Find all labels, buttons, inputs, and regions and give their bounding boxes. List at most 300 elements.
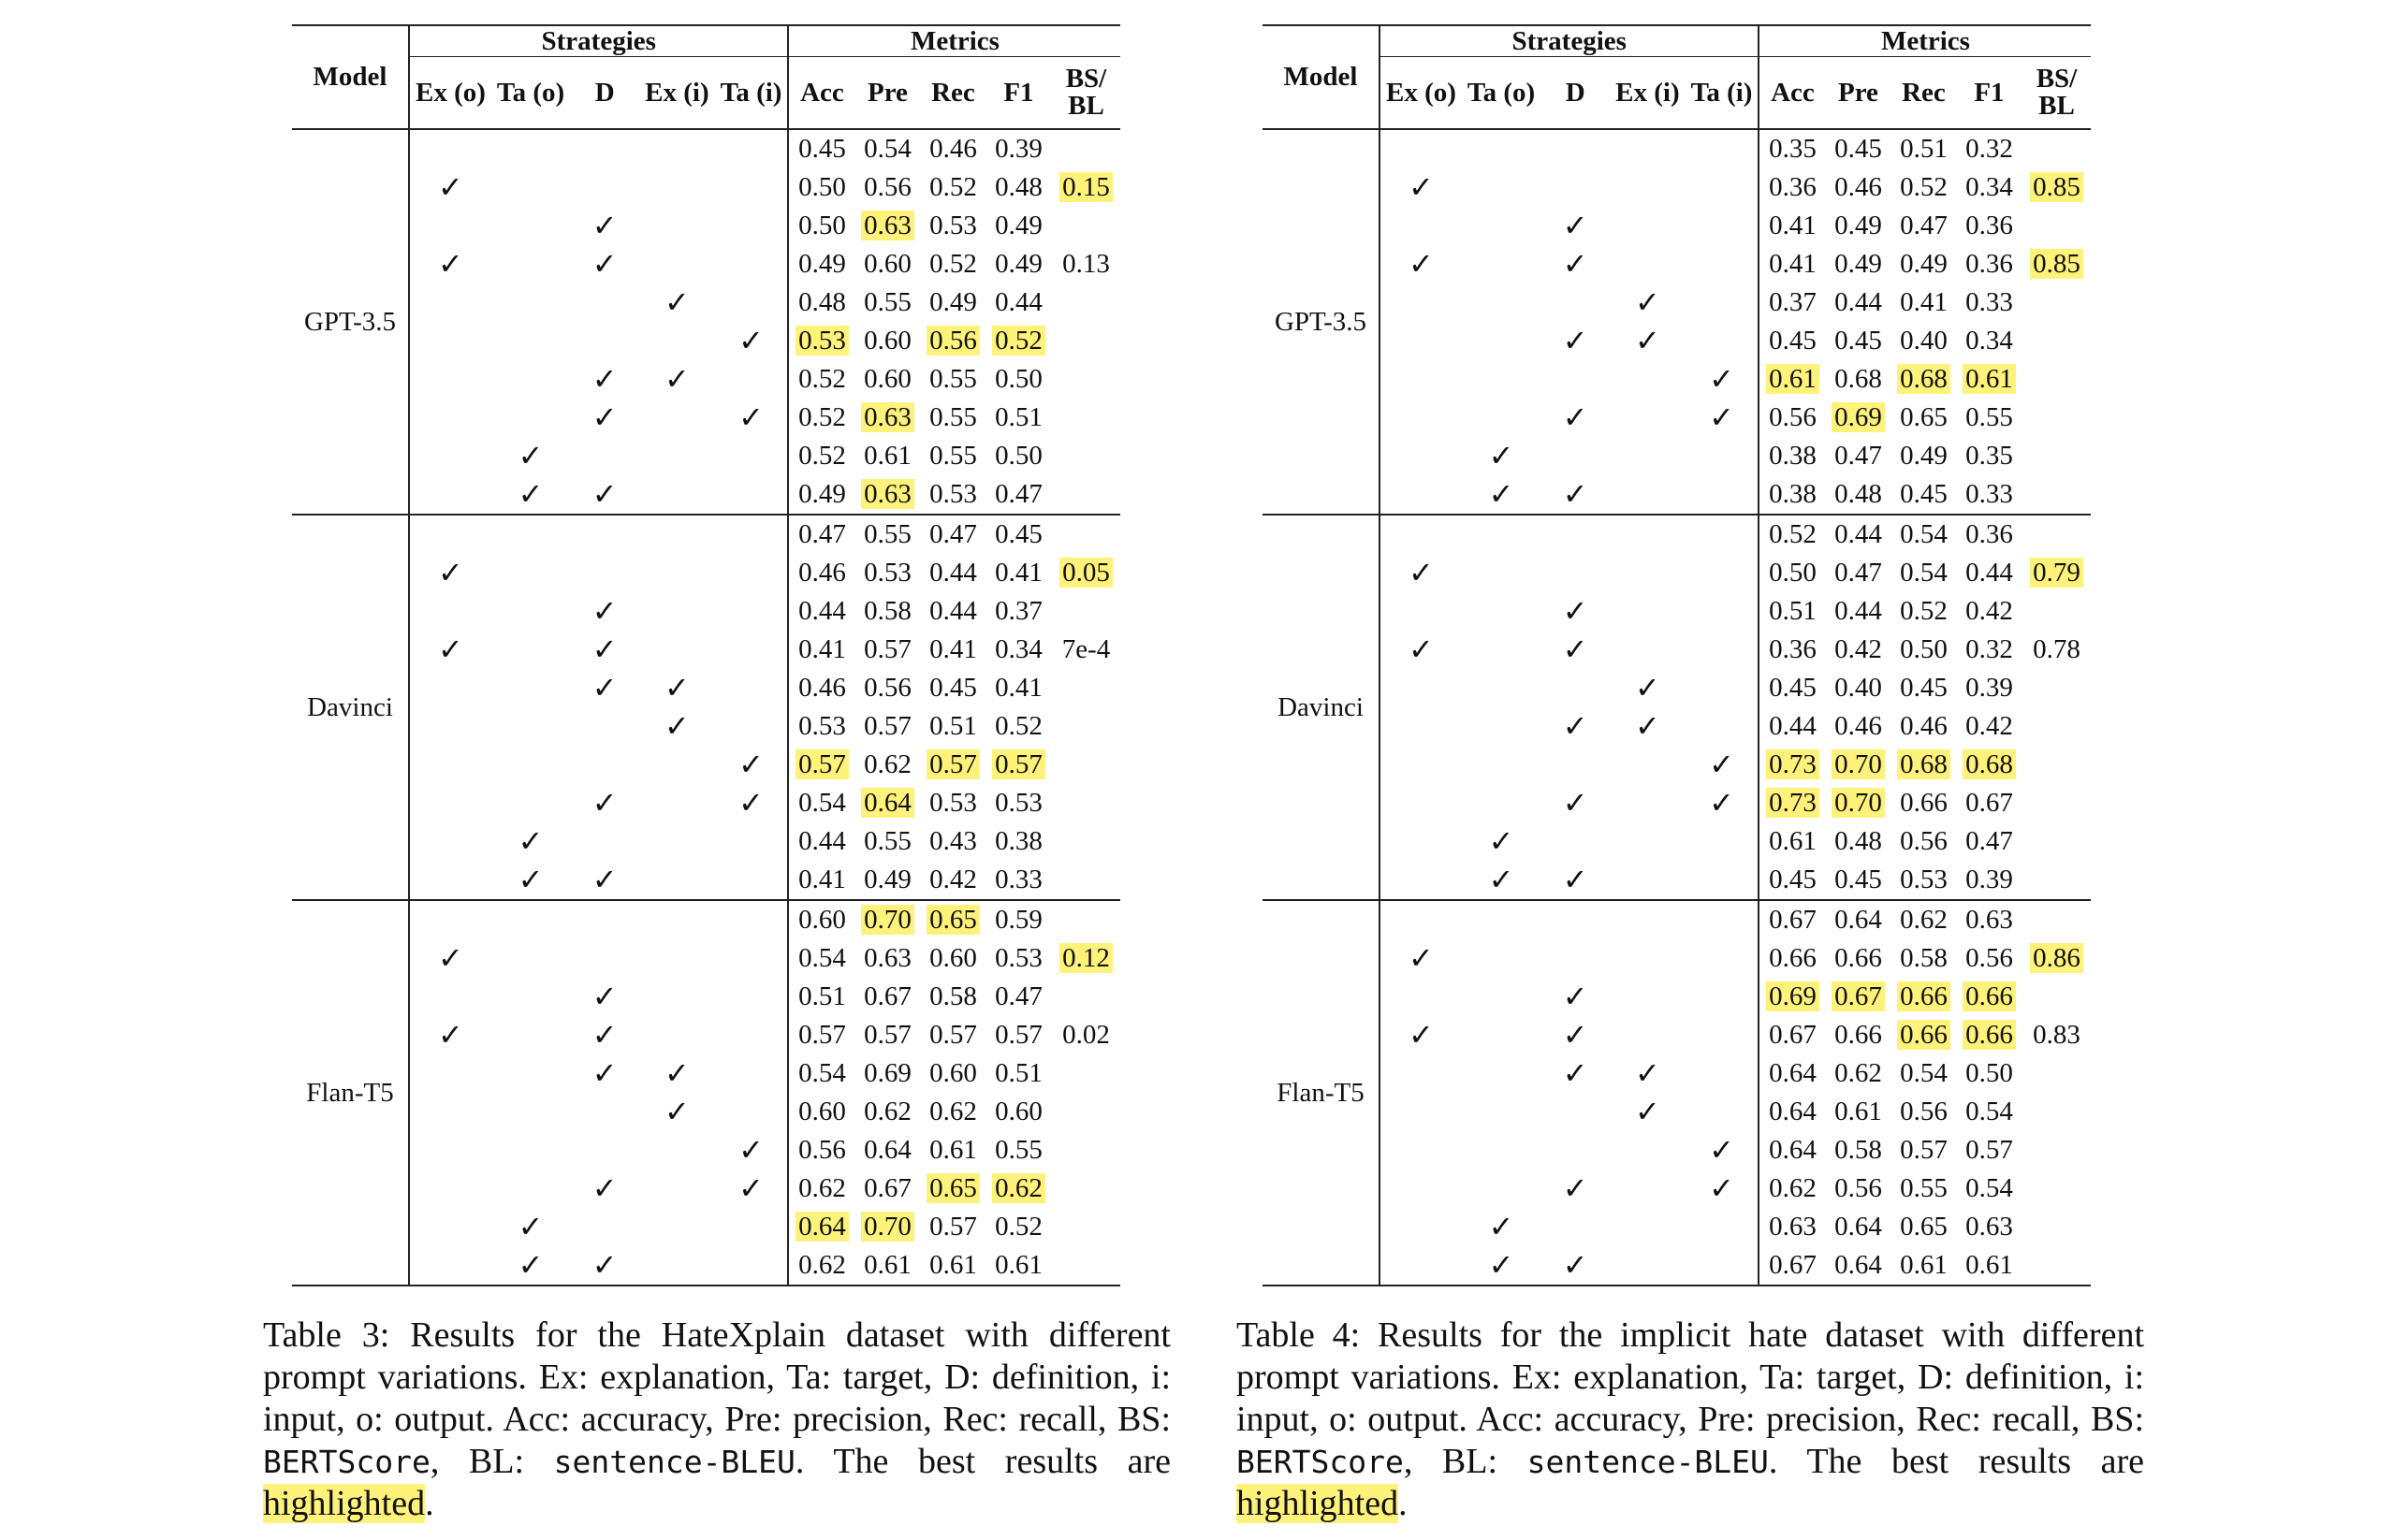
check-icon: ✓ xyxy=(1488,476,1514,512)
metric-cell xyxy=(1956,631,2022,669)
column-header-row xyxy=(1263,57,2091,130)
bs-bl-cell xyxy=(1051,437,1120,475)
metric-cell xyxy=(1825,631,1890,669)
strategy-cell xyxy=(1610,515,1685,554)
metric-column-header: F1 xyxy=(1974,77,2005,108)
metric-cell xyxy=(788,1054,854,1093)
metric-cell xyxy=(985,554,1051,592)
strategy-cell xyxy=(639,207,714,245)
metric-value: 0.62 xyxy=(864,1097,912,1126)
strategy-cell xyxy=(409,207,491,245)
metric-cell xyxy=(788,322,854,360)
strategy-cell xyxy=(409,669,491,707)
strategy-cell xyxy=(1540,1208,1610,1246)
strategy-cell xyxy=(1540,822,1610,861)
check-icon: ✓ xyxy=(664,1094,690,1129)
metric-value: 0.54 xyxy=(864,134,912,164)
bs-bl-cell xyxy=(1051,399,1120,437)
metric-cell xyxy=(985,1093,1051,1131)
check-icon: ✓ xyxy=(1409,246,1434,282)
metric-cell xyxy=(1956,1170,2022,1208)
metric-cell xyxy=(788,554,854,592)
table-row xyxy=(292,399,1120,437)
table-row xyxy=(292,1093,1120,1131)
table-row xyxy=(1263,900,2091,939)
table-row xyxy=(1263,822,2091,861)
strategy-cell xyxy=(639,631,714,669)
strategy-cell xyxy=(491,822,570,861)
strategy-cell xyxy=(1686,861,1759,900)
metric-value: 0.47 xyxy=(1834,441,1882,471)
bs-bl-cell xyxy=(2022,592,2091,631)
bs-bl-value: 7e-4 xyxy=(1061,634,1111,664)
table-row xyxy=(292,1246,1120,1286)
metric-cell xyxy=(985,746,1051,784)
check-icon: ✓ xyxy=(1488,438,1514,473)
metric-value: 0.58 xyxy=(1900,943,1948,973)
metric-cell xyxy=(788,822,854,861)
strategy-cell xyxy=(1379,322,1462,360)
strategy-cell xyxy=(1540,669,1610,707)
metric-cell xyxy=(1759,554,1825,592)
metric-value: 0.34 xyxy=(1965,326,2013,356)
metric-value: 0.61 xyxy=(1769,826,1817,856)
bs-bl-cell xyxy=(2022,822,2091,861)
metric-cell xyxy=(1956,554,2022,592)
strategy-cell xyxy=(639,515,714,554)
caption-text: . The best results are xyxy=(1768,1442,2144,1481)
bs-bl-cell xyxy=(2022,475,2091,515)
metric-cell xyxy=(1956,515,2022,554)
metric-value: 0.36 xyxy=(1769,172,1817,202)
results-table xyxy=(292,24,1120,1286)
metric-value: 0.63 xyxy=(1965,905,2013,935)
metric-cell xyxy=(920,399,985,437)
metric-cell xyxy=(1890,746,1956,784)
metric-value: 0.68 xyxy=(1834,364,1882,394)
metric-value: 0.47 xyxy=(1965,826,2013,856)
metric-value: 0.41 xyxy=(995,673,1043,703)
table-row xyxy=(292,1131,1120,1170)
metrics-header: Metrics xyxy=(1759,25,2091,57)
strategy-cell xyxy=(570,1246,639,1286)
caption-text: . The best results are xyxy=(795,1442,1171,1481)
strategy-cell xyxy=(1610,784,1685,822)
strategy-cell xyxy=(639,437,714,475)
strategy-cell xyxy=(1610,1170,1685,1208)
metric-cell xyxy=(1759,1054,1825,1093)
strategy-cell xyxy=(491,554,570,592)
metric-cell xyxy=(920,669,985,707)
strategy-cell xyxy=(1462,1246,1540,1286)
metric-cell xyxy=(1956,1093,2022,1131)
check-icon: ✓ xyxy=(1488,862,1514,897)
metric-value: 0.55 xyxy=(1900,1173,1948,1203)
check-icon: ✓ xyxy=(438,940,463,976)
metric-cell xyxy=(985,1208,1051,1246)
caption-text: , BL: xyxy=(1403,1442,1527,1481)
bs-bl-cell xyxy=(2022,207,2091,245)
strategy-cell xyxy=(1540,1016,1610,1054)
strategy-cell xyxy=(409,515,491,554)
strategy-cell xyxy=(1462,746,1540,784)
metric-value: 0.60 xyxy=(864,364,912,394)
table-row xyxy=(1263,129,2091,168)
metric-value: 0.57 xyxy=(1965,1135,2013,1165)
metric-cell xyxy=(985,515,1051,554)
strategy-cell xyxy=(570,861,639,900)
metric-cell xyxy=(854,939,920,978)
metric-cell xyxy=(920,437,985,475)
metric-cell xyxy=(1759,322,1825,360)
strategy-cell xyxy=(491,437,570,475)
strategy-cell xyxy=(409,1246,491,1286)
metric-value: 0.60 xyxy=(798,1097,846,1126)
metric-cell xyxy=(1956,784,2022,822)
metric-cell xyxy=(788,978,854,1016)
metric-value: 0.40 xyxy=(1900,326,1948,356)
metric-cell xyxy=(854,475,920,515)
metric-cell xyxy=(1759,399,1825,437)
strategy-cell xyxy=(1462,631,1540,669)
metric-cell xyxy=(920,631,985,669)
metric-cell xyxy=(854,592,920,631)
strategy-cell xyxy=(409,1170,491,1208)
strategy-cell xyxy=(1610,1016,1685,1054)
metric-cell xyxy=(985,360,1051,399)
table-row xyxy=(292,475,1120,515)
metric-value: 0.46 xyxy=(1900,711,1948,741)
strategy-cell xyxy=(1462,1170,1540,1208)
bs-bl-value: 0.02 xyxy=(1062,1020,1110,1050)
metric-value: 0.47 xyxy=(798,519,846,549)
metric-value: 0.57 xyxy=(864,634,912,664)
check-icon: ✓ xyxy=(1709,747,1734,782)
metric-cell xyxy=(854,1054,920,1093)
metric-value: 0.60 xyxy=(929,943,977,973)
check-icon: ✓ xyxy=(1709,361,1734,397)
metric-value: 0.50 xyxy=(995,441,1043,471)
table-row xyxy=(1263,283,2091,322)
highlighted-value: 0.67 xyxy=(1832,981,1885,1011)
strategy-cell xyxy=(1610,360,1685,399)
strategy-cell xyxy=(1540,360,1610,399)
metric-value: 0.39 xyxy=(1965,864,2013,894)
check-icon: ✓ xyxy=(1488,823,1514,859)
metric-cell xyxy=(985,822,1051,861)
highlighted-value: 0.68 xyxy=(1897,749,1950,779)
table-row xyxy=(1263,360,2091,399)
metric-value: 0.53 xyxy=(798,711,846,741)
metric-value: 0.62 xyxy=(798,1173,846,1203)
metric-cell xyxy=(920,554,985,592)
metric-value: 0.47 xyxy=(995,479,1043,509)
metric-value: 0.46 xyxy=(798,673,846,703)
metric-value: 0.45 xyxy=(1769,326,1817,356)
table-row xyxy=(292,554,1120,592)
metric-value: 0.59 xyxy=(995,905,1043,935)
strategy-cell xyxy=(1540,592,1610,631)
model-name: Flan-T5 xyxy=(292,900,409,1286)
metric-value: 0.51 xyxy=(1769,596,1817,626)
strategy-cell xyxy=(570,746,639,784)
strategy-cell xyxy=(715,861,789,900)
metric-value: 0.39 xyxy=(995,134,1043,164)
metric-value: 0.52 xyxy=(995,1212,1043,1242)
metric-cell xyxy=(1890,437,1956,475)
metric-value: 0.63 xyxy=(1965,1212,2013,1242)
metric-value: 0.47 xyxy=(1900,211,1948,240)
table-row xyxy=(292,437,1120,475)
caption-end: . xyxy=(425,1484,434,1523)
metric-cell xyxy=(985,939,1051,978)
metric-value: 0.67 xyxy=(864,1173,912,1203)
metric-cell xyxy=(985,592,1051,631)
strategy-cell xyxy=(1540,978,1610,1016)
metric-value: 0.52 xyxy=(929,249,977,279)
table-row xyxy=(292,283,1120,322)
strategy-cell xyxy=(491,399,570,437)
strategy-cell xyxy=(1462,283,1540,322)
bs-header-line: BS/ xyxy=(2036,64,2078,94)
strategy-cell xyxy=(1462,1093,1540,1131)
strategy-cell xyxy=(570,399,639,437)
metric-cell xyxy=(1890,707,1956,746)
metric-value: 0.55 xyxy=(929,402,977,432)
metric-value: 0.47 xyxy=(929,519,977,549)
metric-cell xyxy=(1759,592,1825,631)
table-4-caption xyxy=(1236,1315,2144,1525)
highlighted-value: 0.64 xyxy=(796,1212,849,1242)
check-icon: ✓ xyxy=(591,400,618,435)
metric-cell xyxy=(920,707,985,746)
highlighted-value: 0.86 xyxy=(2030,943,2083,973)
metric-cell xyxy=(1759,1016,1825,1054)
metric-cell xyxy=(1890,939,1956,978)
strategy-column-header: Ex (i) xyxy=(645,77,709,108)
strategy-column-header: D xyxy=(1565,77,1585,108)
highlighted-value: 0.56 xyxy=(927,326,980,356)
strategy-cell xyxy=(715,1246,789,1286)
metric-value: 0.54 xyxy=(1900,1058,1948,1088)
metric-cell xyxy=(1759,784,1825,822)
metric-cell xyxy=(1890,168,1956,207)
highlighted-value: 0.57 xyxy=(992,749,1045,779)
metric-cell xyxy=(1759,475,1825,515)
strategy-cell xyxy=(639,1208,714,1246)
metric-cell xyxy=(1825,515,1890,554)
strategy-cell xyxy=(1379,669,1462,707)
check-icon: ✓ xyxy=(1562,208,1588,243)
metric-value: 0.44 xyxy=(1769,711,1817,741)
metric-value: 0.61 xyxy=(929,1250,977,1280)
metrics-header: Metrics xyxy=(788,25,1120,57)
metric-value: 0.56 xyxy=(1769,402,1817,432)
metric-value: 0.66 xyxy=(1834,943,1882,973)
bs-bl-cell xyxy=(2022,746,2091,784)
strategy-cell xyxy=(1610,322,1685,360)
strategy-cell xyxy=(1462,1131,1540,1170)
strategy-cell xyxy=(1686,515,1759,554)
metric-cell xyxy=(788,861,854,900)
check-icon: ✓ xyxy=(1562,785,1588,821)
strategy-cell xyxy=(715,746,789,784)
metric-value: 0.61 xyxy=(1834,1097,1882,1126)
strategy-cell xyxy=(1379,978,1462,1016)
strategy-cell xyxy=(639,822,714,861)
metric-cell xyxy=(1759,707,1825,746)
check-icon: ✓ xyxy=(1562,708,1588,744)
strategy-cell xyxy=(570,283,639,322)
strategy-cell xyxy=(639,592,714,631)
metric-value: 0.55 xyxy=(929,364,977,394)
strategy-cell xyxy=(1379,1131,1462,1170)
metric-value: 0.48 xyxy=(995,172,1043,202)
metric-value: 0.33 xyxy=(1965,479,2013,509)
highlighted-value: 0.66 xyxy=(1897,1020,1950,1050)
metric-cell xyxy=(985,978,1051,1016)
strategy-cell xyxy=(1462,437,1540,475)
check-icon: ✓ xyxy=(1409,940,1434,976)
strategy-cell xyxy=(1462,1208,1540,1246)
strategy-cell xyxy=(715,399,789,437)
strategy-cell xyxy=(570,437,639,475)
table-row xyxy=(292,360,1120,399)
metric-cell xyxy=(1825,1093,1890,1131)
bs-bl-cell xyxy=(1051,1054,1120,1093)
metric-value: 0.62 xyxy=(929,1097,977,1126)
strategy-column-header: Ex (o) xyxy=(1386,77,1456,108)
metric-cell xyxy=(1956,322,2022,360)
metric-value: 0.49 xyxy=(1834,211,1882,240)
metric-cell xyxy=(1825,822,1890,861)
strategy-cell xyxy=(1686,1131,1759,1170)
strategy-cell xyxy=(1686,669,1759,707)
metric-value: 0.49 xyxy=(995,211,1043,240)
results-table xyxy=(1263,24,2091,1286)
strategy-cell xyxy=(409,322,491,360)
check-icon: ✓ xyxy=(591,208,618,243)
strategy-cell xyxy=(491,900,570,939)
strategy-cell xyxy=(639,399,714,437)
strategy-cell xyxy=(1462,939,1540,978)
metric-cell xyxy=(1825,129,1890,168)
table-row xyxy=(1263,475,2091,515)
table-row xyxy=(292,631,1120,669)
metric-cell xyxy=(1956,1131,2022,1170)
metric-cell xyxy=(1890,283,1956,322)
metric-value: 0.50 xyxy=(798,172,846,202)
check-icon: ✓ xyxy=(518,438,544,473)
strategy-cell xyxy=(1540,245,1610,283)
check-icon: ✓ xyxy=(1709,400,1734,435)
strategy-cell xyxy=(491,322,570,360)
strategy-cell xyxy=(570,978,639,1016)
metric-cell xyxy=(1759,746,1825,784)
metric-cell xyxy=(920,978,985,1016)
metric-cell xyxy=(1956,939,2022,978)
strategy-cell xyxy=(570,475,639,515)
strategy-column-header: Ta (i) xyxy=(1686,57,1759,130)
strategy-cell xyxy=(715,283,789,322)
metric-cell xyxy=(1825,669,1890,707)
strategy-cell xyxy=(1686,360,1759,399)
metric-cell xyxy=(920,360,985,399)
table-row xyxy=(292,978,1120,1016)
metric-cell xyxy=(1759,245,1825,283)
bs-bl-cell xyxy=(2022,1093,2091,1131)
strategy-cell xyxy=(1610,1131,1685,1170)
metric-value: 0.66 xyxy=(1834,1020,1882,1050)
metric-value: 0.54 xyxy=(1900,558,1948,588)
strategy-cell xyxy=(1379,631,1462,669)
metric-value: 0.53 xyxy=(864,558,912,588)
metric-cell xyxy=(920,245,985,283)
metric-cell xyxy=(788,245,854,283)
strategy-cell xyxy=(715,475,789,515)
table-row xyxy=(292,129,1120,168)
strategy-cell xyxy=(1686,1246,1759,1286)
strategy-cell xyxy=(1379,707,1462,746)
strategy-cell xyxy=(1610,168,1685,207)
metric-cell xyxy=(788,746,854,784)
bs-bl-cell xyxy=(2022,1054,2091,1093)
strategy-cell xyxy=(639,1054,714,1093)
strategy-cell xyxy=(715,631,789,669)
strategy-cell xyxy=(409,129,491,168)
check-icon: ✓ xyxy=(664,361,690,397)
metric-value: 0.36 xyxy=(1965,249,2013,279)
strategy-cell xyxy=(1686,939,1759,978)
strategy-cell xyxy=(570,1016,639,1054)
header-row xyxy=(1263,25,2091,57)
strategy-cell xyxy=(715,129,789,168)
metric-cell xyxy=(1825,784,1890,822)
strategy-cell xyxy=(1610,399,1685,437)
metric-cell xyxy=(920,129,985,168)
strategy-cell xyxy=(715,822,789,861)
strategy-cell xyxy=(409,939,491,978)
strategy-cell xyxy=(639,1093,714,1131)
metric-value: 0.66 xyxy=(1769,943,1817,973)
strategy-cell xyxy=(409,245,491,283)
strategy-cell xyxy=(1686,1054,1759,1093)
table-row xyxy=(1263,1170,2091,1208)
strategy-cell xyxy=(1462,900,1540,939)
bs-bl-cell xyxy=(2022,515,2091,554)
strategy-cell xyxy=(409,475,491,515)
highlighted-value: 0.73 xyxy=(1766,749,1819,779)
bs-bl-cell xyxy=(1051,631,1120,669)
strategy-cell xyxy=(715,1093,789,1131)
table-row xyxy=(1263,861,2091,900)
metric-cell xyxy=(920,1093,985,1131)
metric-cell xyxy=(985,475,1051,515)
metric-cell xyxy=(1956,1016,2022,1054)
strategy-cell xyxy=(1379,1016,1462,1054)
highlighted-value: 0.68 xyxy=(1897,364,1950,394)
metric-cell xyxy=(1956,129,2022,168)
highlighted-value: 0.53 xyxy=(796,326,849,356)
bs-bl-cell xyxy=(1051,283,1120,322)
metric-value: 0.44 xyxy=(929,558,977,588)
strategy-cell xyxy=(639,1246,714,1286)
strategy-cell xyxy=(639,322,714,360)
table-3-caption xyxy=(263,1315,1171,1525)
metric-value: 0.53 xyxy=(929,479,977,509)
metric-cell xyxy=(1890,360,1956,399)
table-row xyxy=(1263,399,2091,437)
